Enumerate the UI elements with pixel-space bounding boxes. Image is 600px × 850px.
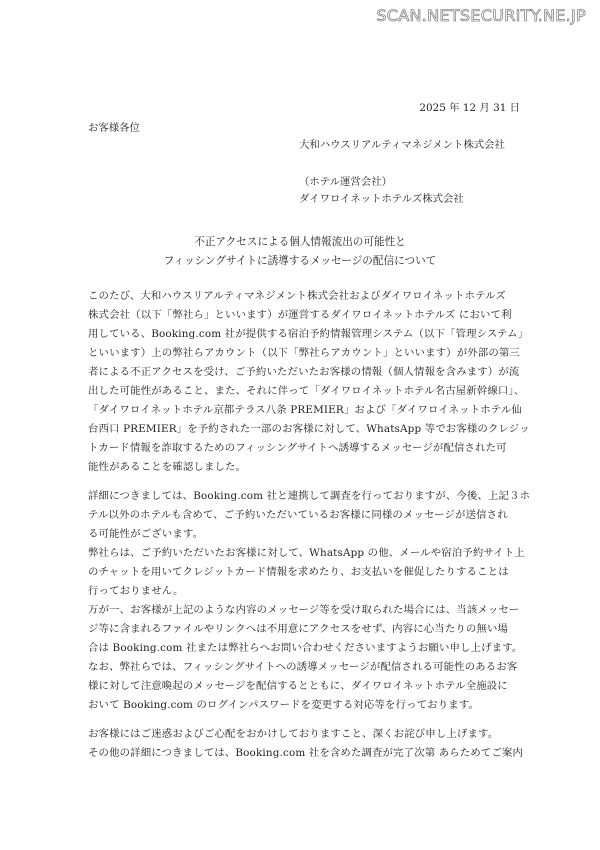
paragraph-line: 台西口 PREMIER」を予約された一部のお客様に対して、WhatsApp 等でお客様のクレジッ	[88, 423, 530, 435]
paragraph-line: このたび、大和ハウスリアルティマネジメント株式会社およびダイワロイネットホテルズ	[88, 290, 506, 302]
paragraph-line: 行っておりません。	[88, 585, 184, 597]
paragraph-line: なお、弊社らでは、フィッシングサイトへの誘導メッセージが配信される可能性のあるお客	[88, 661, 518, 673]
paragraph-line: 「ダイワロイネットホテル京都テラス八条 PREMIER」および「ダイワロイネットホテル仙	[88, 404, 522, 416]
title-line: 不正アクセスによる個人情報流出の可能性と	[194, 236, 406, 248]
paragraph-line: る可能性がございます。	[88, 528, 204, 540]
notice-date: 2025 年 12 月 31 日	[419, 102, 520, 114]
paragraph-line: 株式会社（以下「弊社ら」といいます）が運営するダイワロイネットホテルズ において利	[88, 309, 512, 321]
paragraph-line: といいます）上の弊社らアカウント（以下「弊社らアカウント」といいます）が外部の第三	[88, 347, 520, 359]
sender-company-1: 大和ハウスリアルティマネジメント株式会社	[299, 139, 505, 151]
paragraph-line: 詳細につきましては、Booking.com 社と連携して調査を行っておりますが、今後、上記３ホ	[88, 490, 531, 502]
paragraph-line: 合は Booking.com 社または弊社らへお問い合わせくださいますようお願い申し上げます。	[88, 642, 523, 654]
recipient-salutation: お客様各位	[88, 122, 140, 134]
paragraph-line: 者による不正アクセスを受け、ご予約いただいたお客様の情報（個人情報を含みます）が流	[88, 366, 520, 378]
paragraph-line: テル以外のホテルも含めて、ご予約いただいているお客様に同様のメッセージが送信され	[88, 509, 508, 521]
paragraph-line: おいて Booking.com のログインパスワードを変更する対応等を行っております。	[88, 699, 480, 711]
paragraph-line: 万が一、お客様が上記のような内容のメッセージ等を受け取られた場合には、当該メッセー	[88, 604, 520, 616]
paragraph-line: その他の詳細につきましては、Booking.com 社を含めた調査が完了次第 あらためてご案内	[88, 747, 524, 759]
sender-role: （ホテル運営会社）	[299, 176, 392, 188]
watermark: SCAN.NETSECURITY.NE.JP	[376, 6, 586, 25]
paragraph-line: 用している、Booking.com 社が提供する宿泊予約情報管理システム（以下「管理システム」	[88, 328, 529, 340]
paragraph-line: トカード情報を詐取するためのフィッシングサイトへ誘導するメッセージが配信された可	[88, 442, 507, 454]
paragraph-line: ジ等に含まれるファイルやリンクへは不用意にアクセスをせず、内容に心当たりの無い場	[88, 623, 509, 635]
paragraph-line: 様に対して注意喚起のメッセージを配信するとともに、ダイワロイネットホテル全施設に	[88, 680, 508, 692]
paragraph-line: お客様にはご迷惑およびご心配をおかけしておりますこと、深くお詫び申し上げます。	[88, 728, 499, 740]
paragraph-line: 出した可能性があること、また、それに伴って「ダイワロイネットホテル名古屋新幹線口」、	[88, 385, 525, 397]
paragraph-line: のチャットを用いてクレジットカード情報を求めたり、お支払いを催促したりすることは	[88, 566, 509, 578]
paragraph-line: 能性があることを確認しました。	[88, 461, 247, 473]
paragraph-line: 弊社らは、ご予約いただいたお客様に対して、WhatsApp の他、メールや宿泊予約サイト上	[88, 547, 525, 559]
sender-company-2: ダイワロイネットホテルズ株式会社	[299, 193, 464, 205]
title-line: フィッシングサイトに誘導するメッセージの配信について	[163, 255, 437, 267]
